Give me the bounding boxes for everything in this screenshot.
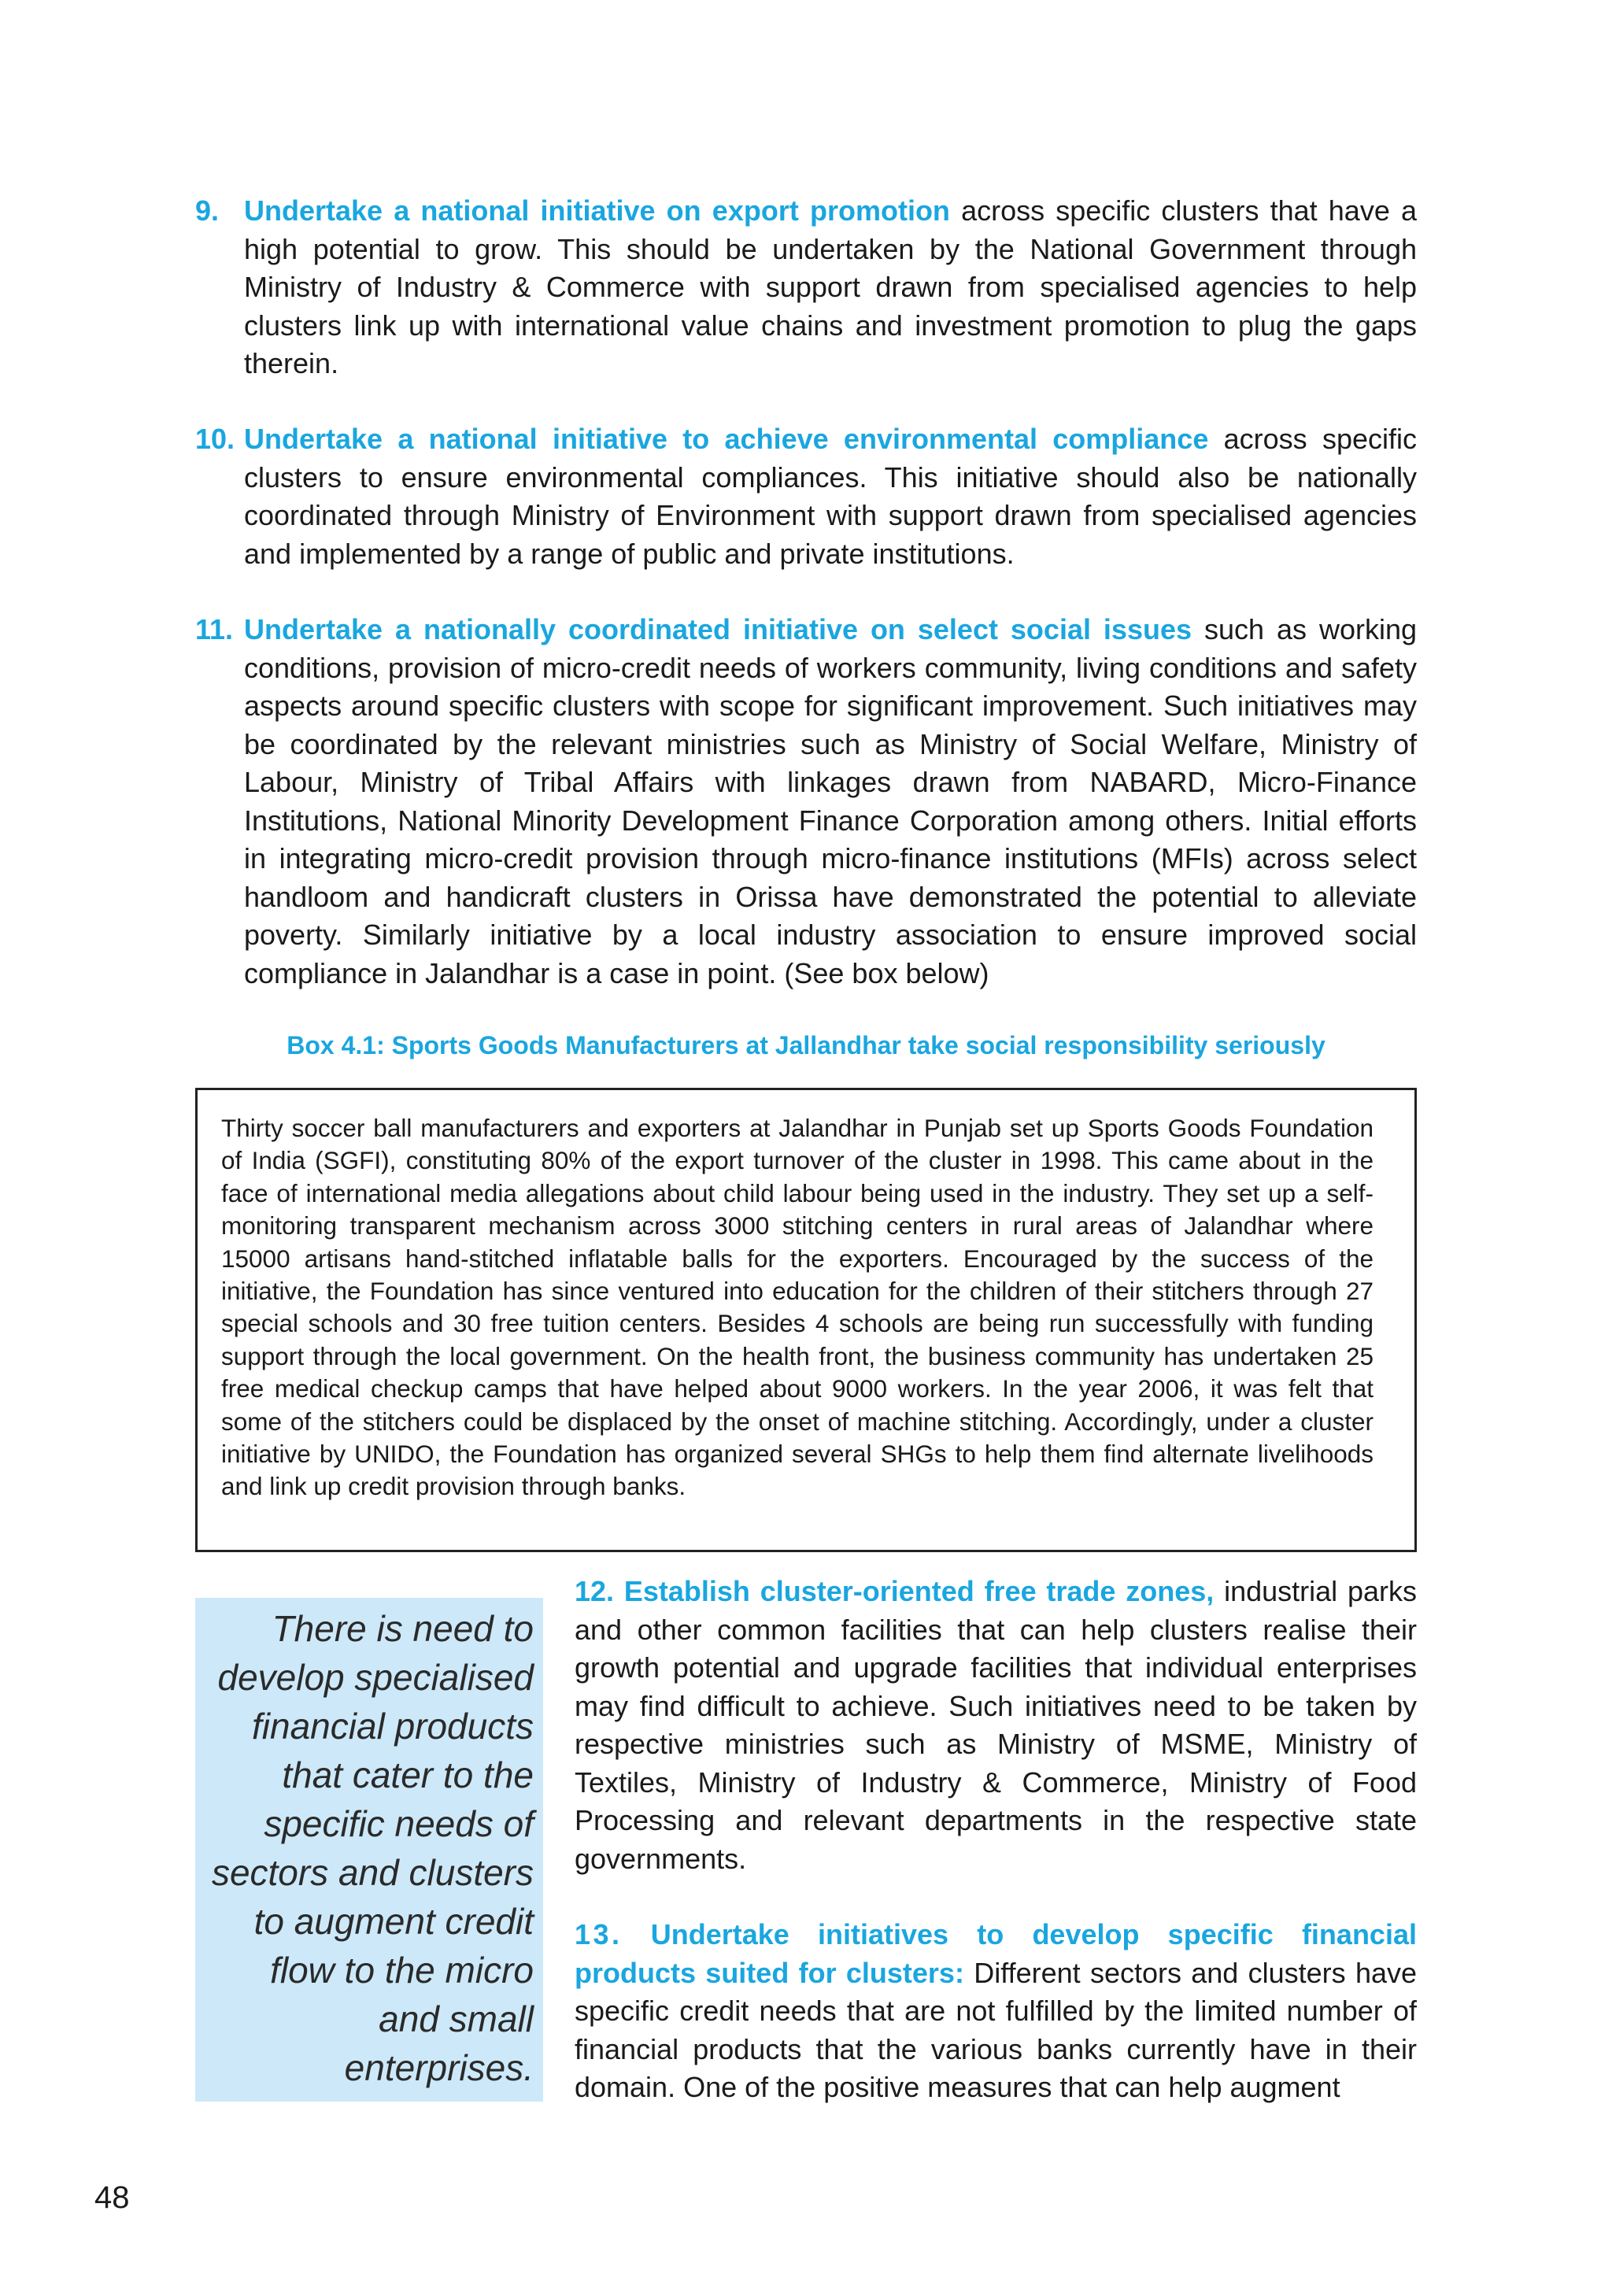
recommendation-12 — [575, 1573, 1417, 1878]
item-body: Different sectors and clusters have specific credit needs that are not fulfilled by the limited number of financial products that the various banks currently have in their domain. One of the positive measures that can help augment — [575, 1956, 1418, 2103]
item-heading: Undertake a national initiative to achieve environmental compliance — [244, 423, 1209, 455]
item-number: 10. — [195, 423, 235, 455]
item-body: across specific clusters that have a high potential to grow. This should be undertaken by the National Government through Ministry of Industry & Commerce with support drawn from specialised agencies to help clusters link up with international value chains and investment promotion to plug the gaps therein. — [244, 194, 1418, 379]
item-number: 13. — [575, 1918, 623, 1950]
item-body: such as working conditions, provision of micro-credit needs of workers community, living conditions and safety aspects around specific clusters with scope for significant improvement. Such initiatives may be coordinated by the relevant ministries such as Ministry of Social Welfare, Ministry of Labour, Ministry of Tribal Affairs with linkages drawn from NABARD, Micro-Finance Institutions, National Minority Development Finance Corporation among others. Initial efforts in integrating micro-credit provision through micro-finance institutions (MFIs) across select handloom and handicraft clusters in Orissa have demonstrated the potential to alleviate poverty. Similarly initiative by a local industry association to ensure improved social compliance in Jalandhar is a case in point. (See box below) — [244, 613, 1417, 989]
recommendation-11 — [195, 611, 1417, 993]
item-heading: Undertake a nationally coordinated initiative on select social issues — [244, 613, 1192, 645]
item-heading-text: Establish cluster-oriented free trade zones, — [623, 1575, 1215, 1607]
item-number: 11. — [195, 613, 234, 645]
box-text: Thirty soccer ball manufacturers and exporters at Jalandhar in Punjab set up Sports Goods Foundation of India (SGFI), constituting 80% of the export turnover of the cluster in 1998. This came about in the face of international media allegations about child labour being used in the industry. They set up a self-monitoring transparent mechanism across 3000 stitching centers in rural areas of Jalandhar where 15000 artisans hand-stitched inflatable balls for the exporters. Encouraged by the success of the initiative, the Foundation has since ventured into education for the children of their stitchers through 27 special schools and 30 free tuition centers. Besides 4 schools are being run successfully with funding support through the local government. On the health front, the business community has undertaken 25 free medical checkup camps that have helped about 9000 workers. In the year 2006, it was felt that some of the stitchers could be displaced by the onset of machine stitching. Accordingly, under a cluster initiative by UNIDO, the Foundation has organized several SHGs to help them find alternate livelihoods and link up credit provision through banks. — [221, 1114, 1374, 1501]
page-number: 48 — [94, 2180, 130, 2215]
case-study-box — [195, 1088, 1417, 1552]
pull-quote-text: There is need to develop specialised financial products that cater to the specific needs of sectors and clusters to augment credit flow to the micro and small enterprises. — [211, 1608, 534, 2088]
item-paragraph — [244, 611, 1417, 993]
recommendation-13 — [575, 1916, 1417, 2107]
item-body: industrial parks and other common facilities that can help clusters realise their growth potential and upgrade facilities that individual enterprises may find difficult to achieve. Such initiatives need to be taken by respective ministries such as Ministry of MSME, Ministry of Textiles, Ministry of Industry & Commerce, Ministry of Food Processing and relevant departments in the respective state governments. — [575, 1575, 1417, 1875]
item-number: 12. — [575, 1575, 615, 1607]
recommendation-9 — [195, 192, 1417, 383]
pull-quote — [195, 1598, 543, 2102]
item-number: 9. — [195, 194, 220, 227]
box-title: Box 4.1: Sports Goods Manufacturers at Jallandhar take social responsibility seriously — [287, 1031, 1325, 1059]
item-paragraph — [575, 1573, 1417, 1878]
item-paragraph — [244, 420, 1417, 573]
item-heading: Undertake a national initiative on export promotion — [244, 194, 950, 227]
item-body: across specific clusters to ensure environmental compliances. This initiative should also be nationally coordinated through Ministry of Environment with support drawn from specialised agencies and implemented by a range of public and private institutions. — [244, 423, 1417, 570]
recommendation-10 — [195, 420, 1417, 573]
item-heading-text: Undertake initiatives to develop specific financial products suited for clusters: — [575, 1918, 1417, 1989]
item-paragraph — [575, 1916, 1417, 2107]
item-heading — [575, 1575, 1214, 1607]
item-paragraph — [244, 192, 1417, 383]
